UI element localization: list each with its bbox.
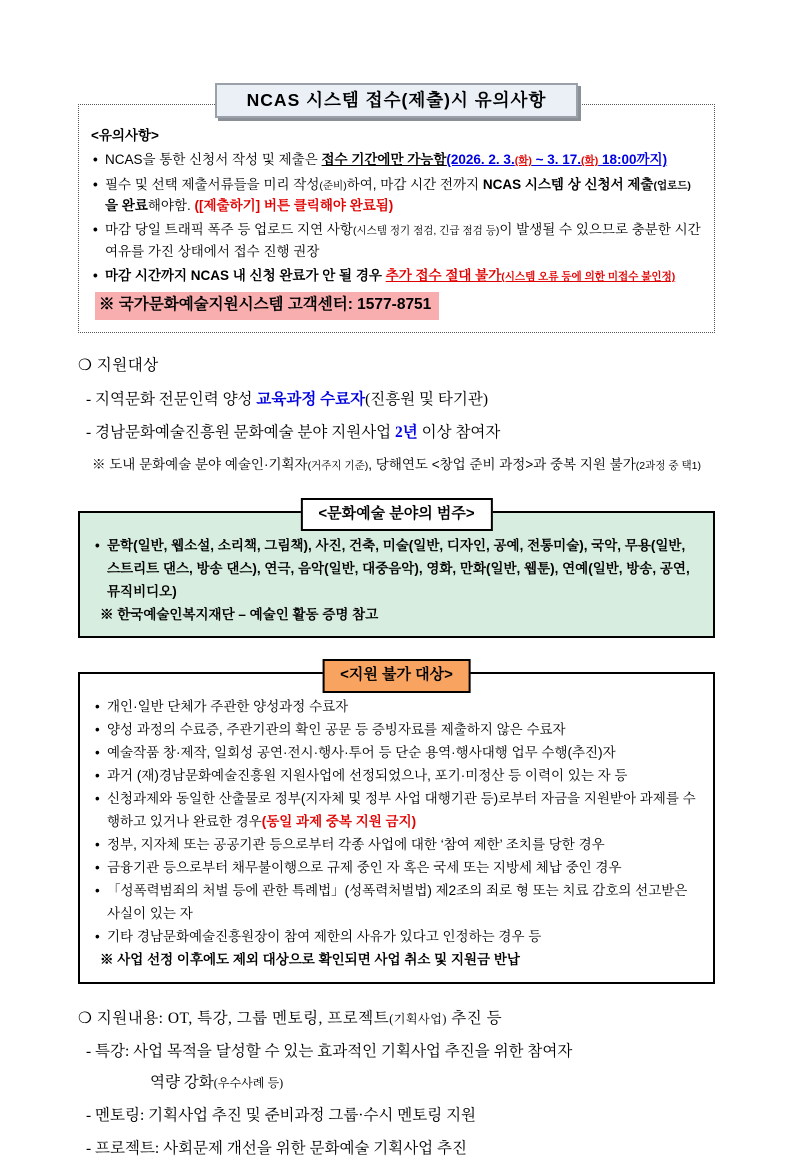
support-content-mentoring: - 멘토링: 기획사업 추진 및 준비과정 그룹·수시 멘토링 지원 (86, 1106, 477, 1124)
document-title-bar (78, 83, 715, 118)
support-target-section (78, 353, 715, 477)
notice-box (78, 104, 715, 333)
support-content-lecture: - 특강: 사업 목적을 달성할 수 있는 효과적인 기획사업 추진을 위한 참여자 (86, 1042, 573, 1060)
notice-bullet-traffic-delay: • 마감 당일 트래픽 폭주 등 업로드 지연 사항(시스템 정기 점검, 긴급 점검 등)이 발생될 수 있으므로 충분한 시간 여유를 가진 상태에서 접수 진행 권장 (91, 219, 702, 262)
notice-bullet-prepare-documents: • 필수 및 선택 제출서류들을 미리 작성(준비)하여, 마감 시간 전까지 NCAS 시스템 상 신청서 제출(업로드)을 완료해야함. ([제출하기] 버튼 클릭해야 완료됨) (91, 174, 702, 217)
customer-center-hotline: ※ 국가문화예술지원시스템 고객센터: 1577-8751 (95, 292, 439, 319)
exclusion-note: ※ 사업 선정 이후에도 제외 대상으로 확인되면 사업 취소 및 지원금 반납 (100, 951, 520, 967)
notice-bullet-submission-period: • NCAS을 통한 신청서 작성 및 제출은 접수 기간에만 가능함(2026. 2. 3.(화) ~ 3. 17.(화) 18:00까지) (91, 149, 702, 170)
support-content-section (78, 1006, 715, 1158)
exclusion-list (94, 696, 701, 948)
notice-box-header: <유의사항> (91, 128, 159, 143)
hotline-line (95, 292, 702, 319)
exclusion-item: • 신청과제와 동일한 산출물로 정부(지자체 및 정부 사업 대행기관 등)로부터 자금을 지원받아 과제를 수행하고 있거나 완료한 경우(동일 과제 중복 지원 금지) (94, 788, 701, 834)
support-content-project: - 프로젝트: 사회문제 개선을 위한 문화예술 기획사업 추진 (86, 1139, 467, 1157)
category-note: ※ 한국예술인복지재단 – 예술인 활동 증명 참고 (100, 606, 379, 622)
support-target-heading: ❍ 지원대상 (78, 356, 159, 374)
category-genres-item: • 문학(일반, 웹소설, 소리책, 그림책), 사진, 건축, 미술(일반, 디자인, 공예, 전통미술), 국악, 무용(일반, 스트리트 댄스, 방송 댄스), 연극, 음악(일반, 대중음악), 영화, 만화(일반, 웹툰), 연예(일반, 방송, 공연, 뮤직비디오) (94, 535, 701, 604)
category-list (94, 535, 701, 604)
exclusion-item: • 금융기관 등으로부터 채무불이행으로 규제 중인 자 혹은 국세 또는 지방세 체납 중인 경우 (94, 857, 701, 880)
notice-bullet-no-late-submission: • 마감 시간까지 NCAS 내 신청 완료가 안 될 경우 추가 접수 절대 불가(시스템 오류 등에 의한 미접수 불인정) (91, 265, 702, 286)
exclusion-box-title: <지원 불가 대상> (322, 659, 471, 693)
exclusion-item: • 「성폭력범죄의 처벌 등에 관한 특례법」(성폭력처벌법) 제2조의 죄로 형 또는 치료 감호의 선고받은 사실이 있는 자 (94, 880, 701, 926)
support-target-line-training: - 지역문화 전문인력 양성 교육과정 수료자(진흥원 및 타기관) (86, 390, 488, 408)
support-target-line-participant: - 경남문화예술진흥원 문화예술 분야 지원사업 2년 이상 참여자 (86, 423, 501, 441)
exclusion-item: • 개인·일반 단체가 주관한 양성과정 수료자 (94, 696, 701, 719)
exclusion-item: • 과거 (재)경남문화예술진흥원 지원사업에 선정되었으나, 포기·미정산 등 이력이 있는 자 등 (94, 765, 701, 788)
exclusion-item: • 기타 경남문화예술진흥원장이 참여 제한의 사유가 있다고 인정하는 경우 등 (94, 926, 701, 949)
exclusion-item: • 양성 과정의 수료증, 주관기관의 확인 공문 등 증빙자료를 제출하지 않은 수료자 (94, 719, 701, 742)
exclusion-item: • 정부, 지자체 또는 공공기관 등으로부터 각종 사업에 대한 ‘참여 제한’ 조치를 당한 경우 (94, 834, 701, 857)
exclusion-item: • 예술작품 창·제작, 일회성 공연·전시·행사·투어 등 단순 용역·행사대행 업무 수행(추진)자 (94, 742, 701, 765)
exclusion-box (78, 666, 715, 983)
support-content-heading: ❍ 지원내용: OT, 특강, 그룹 멘토링, 프로젝트(기획사업) 추진 등 (78, 1009, 503, 1027)
culture-arts-category-box (78, 504, 715, 639)
support-target-note: ※ 도내 문화예술 분야 예술인·기획자(거주지 기준), 당해연도 <창업 준비 과정>과 중복 지원 불가(2과정 중 택1) (92, 456, 701, 472)
notice-bullet-list (91, 149, 702, 286)
culture-arts-category-title: <문화예술 분야의 범주> (300, 498, 492, 532)
document-title: NCAS 시스템 접수(제출)시 유의사항 (215, 83, 579, 118)
support-content-lecture-cont: 역량 강화(우수사례 등) (150, 1073, 284, 1091)
